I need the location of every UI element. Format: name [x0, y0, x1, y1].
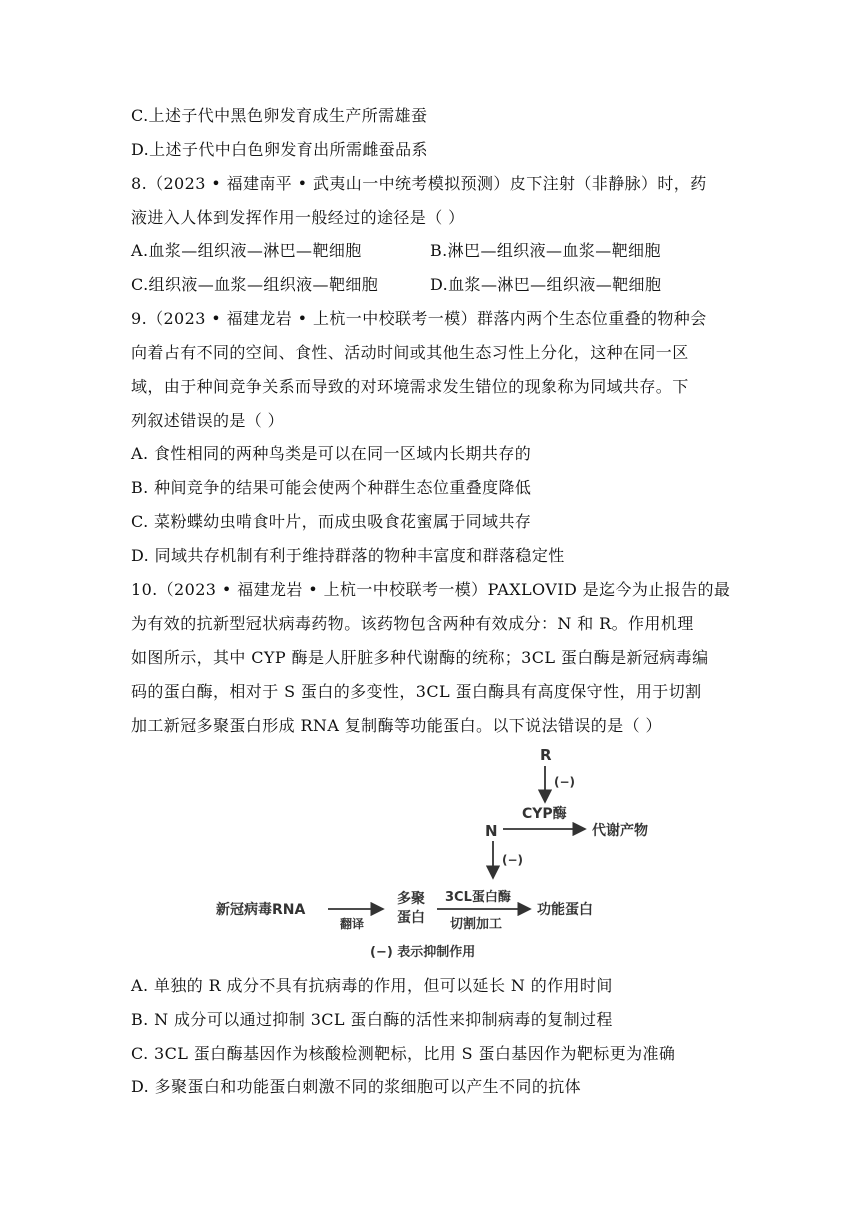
q9-stem-line-4: 列叙述错误的是（ ）	[131, 411, 285, 430]
q10-option-b: B. N 成分可以通过抑制 3CL 蛋白酶的活性来抑制病毒的复制过程	[131, 1010, 613, 1029]
q8-stem-line-1: 8.（2023 • 福建南平 • 武夷山一中统考模拟预测）皮下注射（非静脉）时，药	[131, 174, 707, 193]
mechanism-diagram	[200, 740, 670, 970]
q8-stem-line-2: 液进入人体到发挥作用一般经过的途径是（ ）	[131, 208, 465, 227]
q10-stem-line-3: 如图所示，其中 CYP 酶是人肝脏多种代谢酶的统称；3CL 蛋白酶是新冠病毒编	[131, 648, 709, 667]
cyp-enzyme-label: CYP酶	[522, 806, 567, 822]
r-label: R	[540, 746, 552, 764]
q10-option-c: C. 3CL 蛋白酶基因作为核酸检测靶标，比用 S 蛋白基因作为靶标更为准确	[131, 1044, 676, 1063]
q9-option-d: D. 同域共存机制有利于维持群落的物种丰富度和群落稳定性	[131, 546, 565, 565]
mechanism-diagram-svg	[200, 740, 670, 970]
q10-stem-line-1: 10.（2023 • 福建龙岩 • 上杭一中校联考一模）PAXLOVID 是迄今为止报告的最	[131, 580, 731, 599]
q7-option-d: D.上述子代中白色卵发育出所需雌蚕品系	[131, 140, 428, 159]
q10-stem-line-4: 码的蛋白酶，相对于 S 蛋白的多变性，3CL 蛋白酶具有高度保守性，用于切割	[131, 682, 702, 701]
q9-stem-line-1: 9.（2023 • 福建龙岩 • 上杭一中校联考一模）群落内两个生态位重叠的物种会	[131, 309, 707, 328]
inhibit-mark-2: (−)	[502, 853, 524, 867]
q8-option-c: C.组织液—血浆—组织液—靶细胞	[131, 275, 379, 294]
inhibit-mark-1: (−)	[554, 775, 576, 789]
polyprotein-label-1: 多聚	[397, 891, 425, 907]
functional-protein-label: 功能蛋白	[537, 902, 593, 918]
q8-option-a: A.血浆—组织液—淋巴—靶细胞	[131, 241, 362, 260]
translate-label: 翻译	[340, 917, 365, 931]
q9-stem-line-3: 域，由于种间竞争关系而导致的对环境需求发生错位的现象称为同域共存。下	[131, 377, 689, 396]
q10-option-a: A. 单独的 R 成分不具有抗病毒的作用，但可以延长 N 的作用时间	[131, 976, 613, 995]
q8-option-b: B.淋巴—组织液—血浆—靶细胞	[430, 241, 661, 260]
n-label: N	[485, 822, 498, 840]
q9-stem-line-2: 向着占有不同的空间、食性、活动时间或其他生态习性上分化，这种在同一区	[131, 343, 689, 362]
q10-stem-line-2: 为有效的抗新型冠状病毒药物。该药物包含两种有效成分：N 和 R。作用机理	[131, 614, 694, 633]
viral-rna-label: 新冠病毒RNA	[216, 902, 306, 918]
polyprotein-label-2: 蛋白	[397, 910, 425, 926]
metabolite-label: 代谢产物	[592, 823, 648, 839]
cleave-label: 切割加工	[450, 917, 503, 932]
q9-option-c: C. 菜粉蝶幼虫啃食叶片，而成虫吸食花蜜属于同域共存	[131, 512, 532, 531]
q10-stem-line-5: 加工新冠多聚蛋白形成 RNA 复制酶等功能蛋白。以下说法错误的是（ ）	[131, 716, 662, 735]
q9-option-b: B. 种间竞争的结果可能会使两个种群生态位重叠度降低	[131, 478, 532, 497]
diagram-caption: (−) 表示抑制作用	[370, 945, 476, 960]
q10-option-d: D. 多聚蛋白和功能蛋白刺激不同的浆细胞可以产生不同的抗体	[131, 1077, 582, 1096]
q9-option-a: A. 食性相同的两种鸟类是可以在同一区域内长期共存的	[131, 444, 532, 463]
protease-label: 3CL蛋白酶	[445, 890, 511, 905]
q7-option-c: C.上述子代中黑色卵发育成生产所需雄蚕	[131, 106, 428, 125]
q8-option-d: D.血浆—淋巴—组织液—靶细胞	[430, 275, 662, 294]
